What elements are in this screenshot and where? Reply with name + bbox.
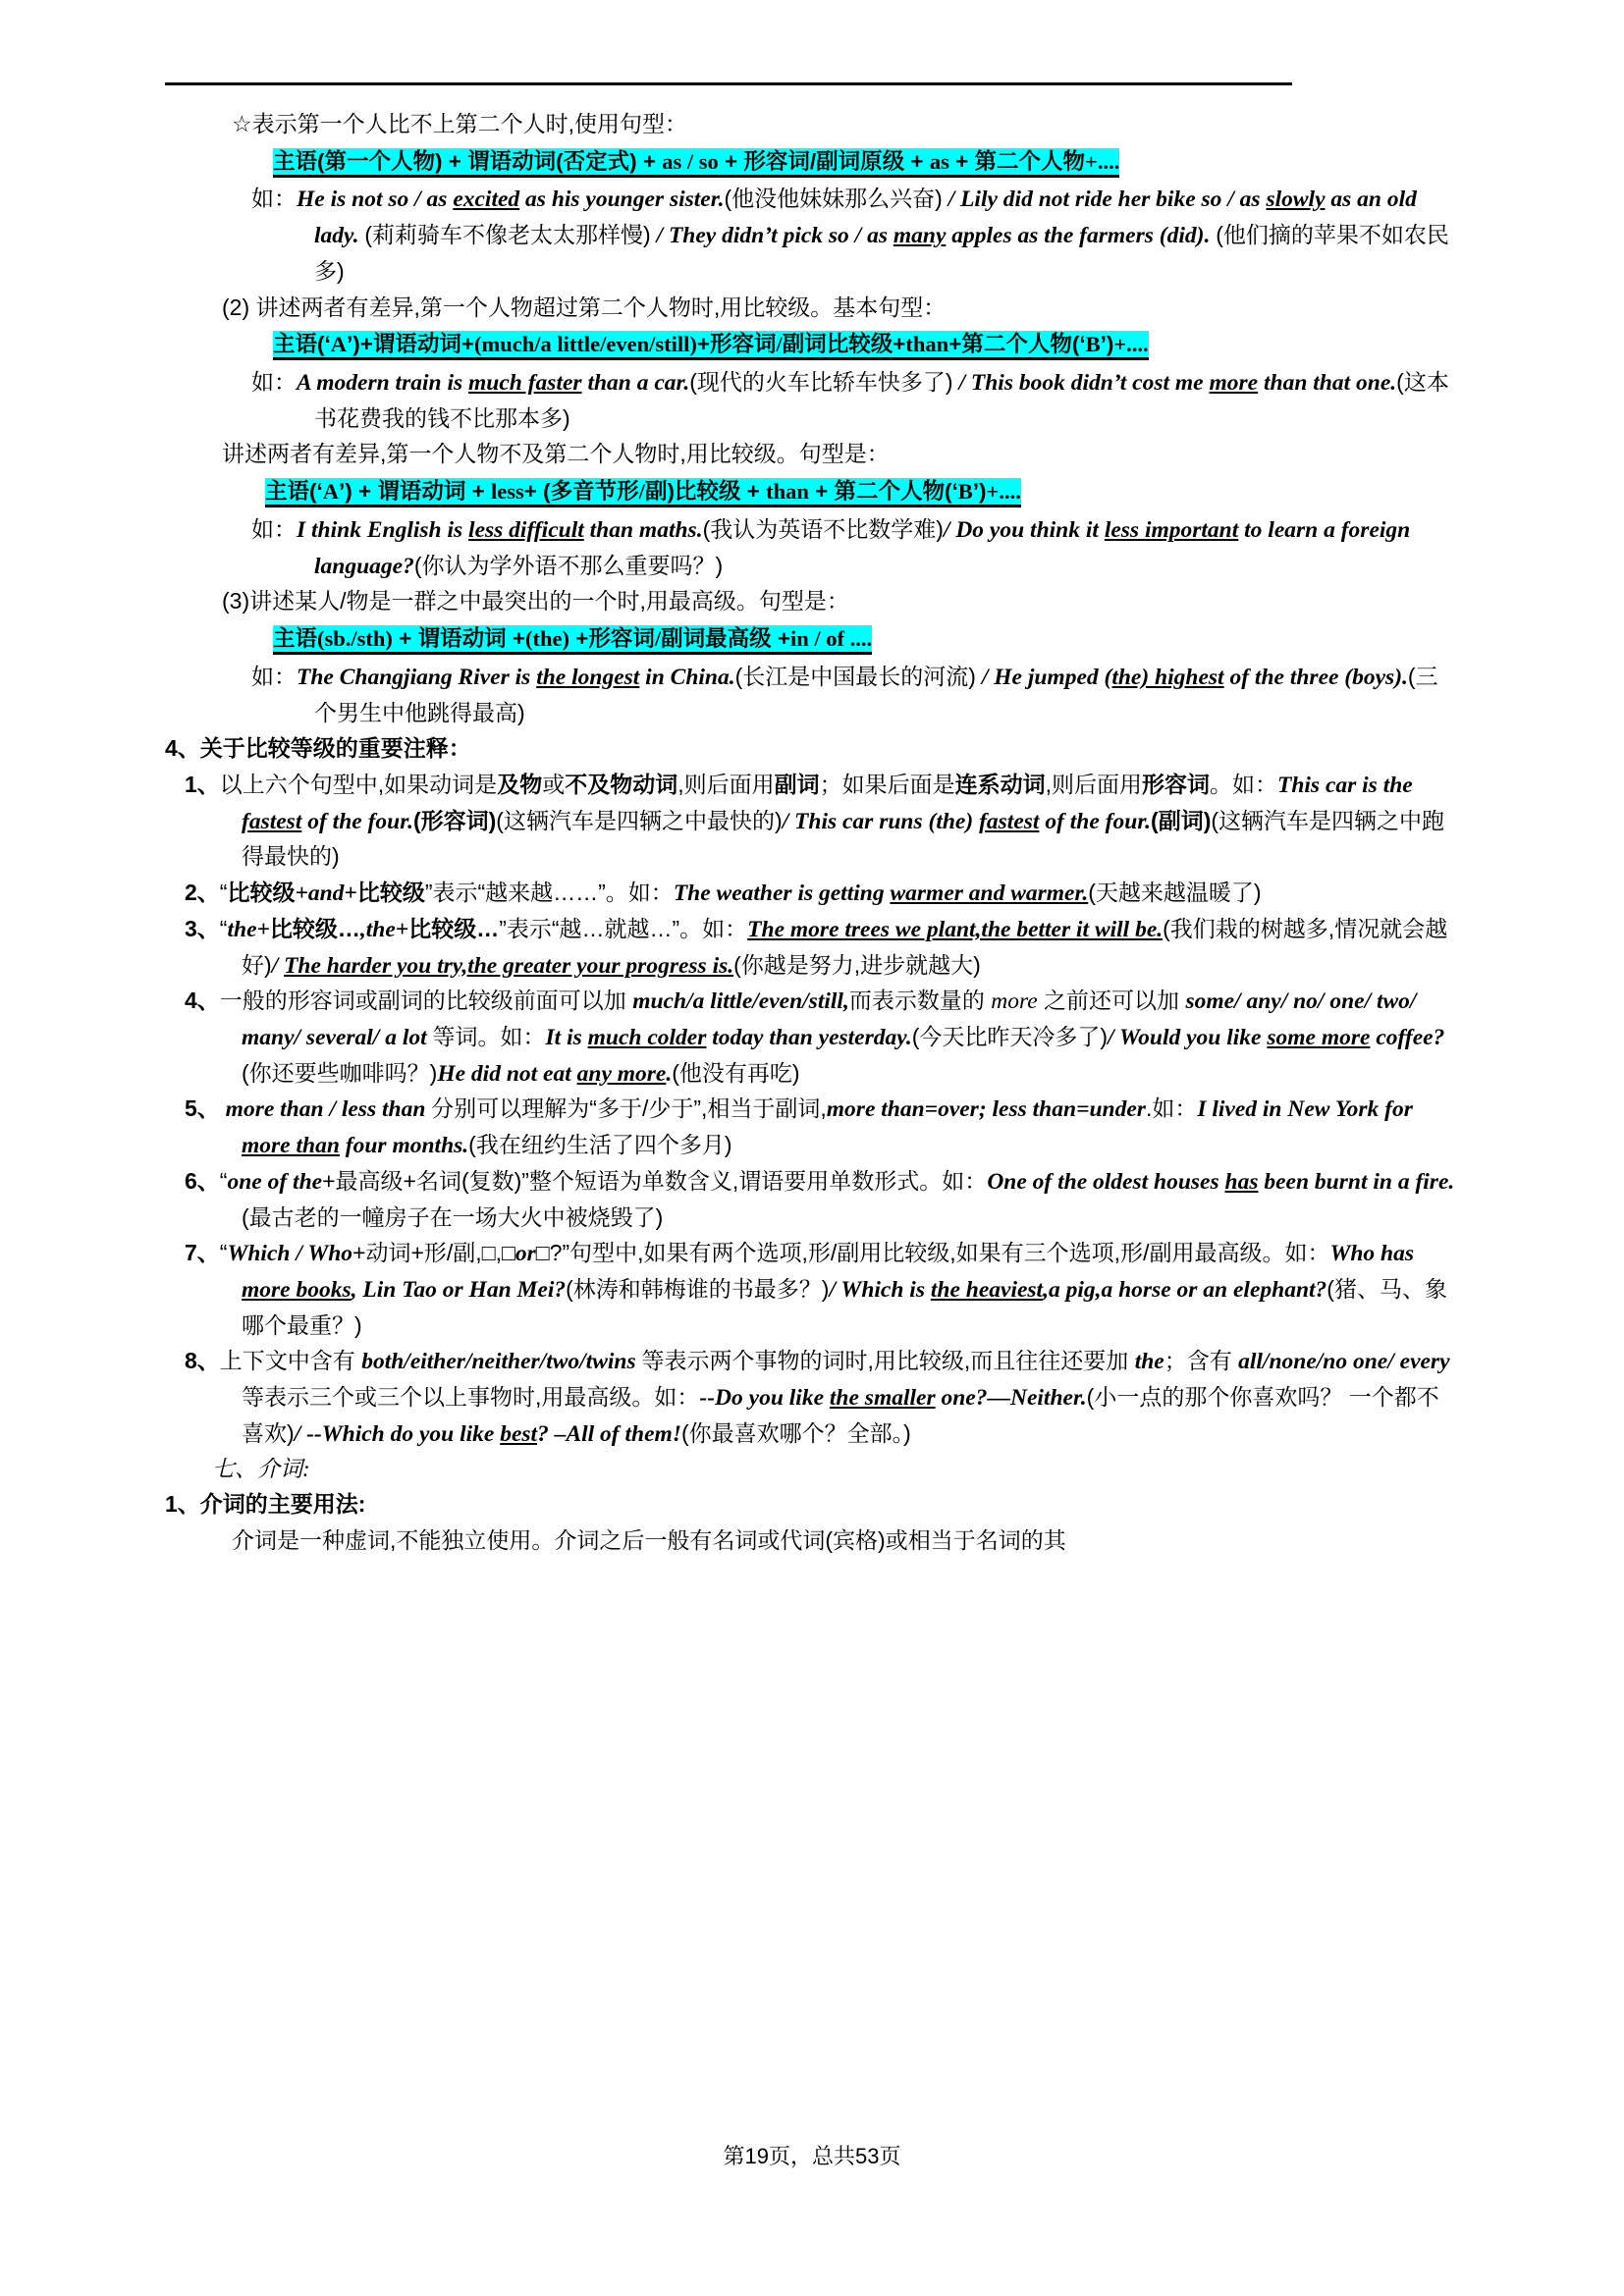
page-content (165, 82, 1459, 1560)
note-item-7: 7、“Which / Who+动词+形/副,□,□or□?”句型中,如果有两个选项,形/副用比较级,如果有三个选项,形/副用最高级。如：Who has more books, Lin Tao or Han Mei?(林涛和韩梅谁的书最多？)/ Which is the heaviest,a pig,a horse or an elephant?(猪、马、象哪个最重？) (185, 1240, 1447, 1338)
formula-block-1 (165, 328, 1459, 363)
note-number-8: 8、 (185, 1348, 220, 1374)
note-item-2: 2、“比较级+and+比较级”表示“越来越……”。如：The weather is getting warmer and warmer.(天越来越温暖了) (185, 880, 1262, 907)
section-lead-1: (2) 讲述两者有差异,第一个人物超过第二个人物时,用比较级。基本句型： (222, 294, 947, 320)
section-lead-2: 讲述两者有差异,第一个人物不及第二个人物时,用比较级。句型是： (222, 441, 890, 467)
formula-text-0: 主语(第一个人物) + 谓语动词(否定式) + as / so + 形容词/副词原级 + as + 第二个人物+.... (273, 148, 1119, 178)
note-number-2: 2、 (185, 880, 220, 906)
example-3: 如：The Changjiang River is the longest in China.(长江是中国最长的河流) / He jumped (the) highest of the three (boys).(三个男生中他跳得最高) (251, 663, 1438, 725)
chapter-body: 介词是一种虚词,不能独立使用。介词之后一般有名词或代词(宾格)或相当于名词的其 (232, 1527, 1066, 1554)
note-item-4: 4、一般的形容词或副词的比较级前面可以加 much/a little/even/still,而表示数量的 more 之前还可以加 some/ any/ no/ one/ two/ many/ several/ a lot 等词。如：It is much colder today than yesterday.(今天比昨天冷多了)/ Would you like some more coffee?(你还要些咖啡吗？)He did not eat any more.(他没有再吃) (185, 988, 1445, 1087)
notes-heading: 4、关于比较等级的重要注释： (165, 735, 471, 762)
example-0: 如：He is not so / as excited as his younger sister.(他没他妹妹那么兴奋) / Lily did not ride her bike so / as slowly as an old lady. (莉莉骑车不像老太太那样慢) / They didn’t pick so / as many apples as the farmers (did). (他们摘的苹果不如农民多) (251, 186, 1449, 284)
chapter-subtitle: 1、介词的主要用法: (165, 1491, 366, 1518)
section-lead-0: ☆表示第一个人比不上第二个人时,使用句型： (232, 111, 688, 136)
formula-block-3 (165, 622, 1459, 658)
section-lead-3: (3)讲述某人/物是一群之中最突出的一个时,用最高级。句型是： (222, 588, 849, 614)
page-footer (0, 2140, 1624, 2170)
formula-text-1: 主语(‘A’)+谓语动词+(much/a little/even/still)+形容词/副词比较级+than+第二个人物(‘B’)+.... (273, 331, 1149, 360)
note-item-1: 1、以上六个句型中,如果动词是及物或不及物动词,则后面用副词；如果后面是连系动词,则后面用形容词。如：This car is the fastest of the four.(形容词)(这辆汽车是四辆之中最快的)/ This car runs (the) fastest of the four.(副词)(这辆汽车是四辆之中跑得最快的) (185, 771, 1445, 870)
note-item-6: 6、“one of the+最高级+名词(复数)”整个短语为单数含义,谓语要用单数形式。如：One of the oldest houses has been burnt in a fire.(最古老的一幢房子在一场大火中被烧毁了) (185, 1167, 1455, 1230)
note-number-5: 5、 (185, 1095, 220, 1122)
example-1: 如：A modern train is much faster than a car.(现代的火车比轿车快多了) / This book didn’t cost me more than that one.(这本书花费我的钱不比那本多) (251, 369, 1449, 431)
note-item-8: 8、上下文中含有 both/either/neither/two/twins 等表示两个事物的词时,用比较级,而且往往还要加 the；含有 all/none/no one/ every 等表示三个或三个以上事物时,用最高级。如：--Do you like the smaller one?—Neither.(小一点的那个你喜欢吗？ 一个都不喜欢)/ --Which do you like best? –All of them!(你最喜欢哪个？全部。) (185, 1348, 1450, 1447)
example-2: 如：I think English is less difficult than maths.(我认为英语不比数学难)/ Do you think it less important to learn a foreign language?(你认为学外语不那么重要吗？) (251, 515, 1411, 579)
note-number-1: 1、 (185, 771, 220, 797)
note-number-7: 7、 (185, 1240, 220, 1266)
note-number-6: 6、 (185, 1167, 220, 1194)
note-number-3: 3、 (185, 915, 220, 941)
formula-text-2: 主语(‘A’) + 谓语动词 + less+ (多音节形/副)比较级 + than + 第二个人物(‘B’)+.... (265, 478, 1021, 507)
page-number-text: 第19页，总共53页 (723, 2144, 901, 2168)
chapter-title: 七、介词: (212, 1456, 310, 1481)
formula-block-2 (165, 475, 1459, 510)
formula-block-0 (165, 145, 1459, 181)
note-item-5: 5、 more than / less than 分别可以理解为“多于/少于”,相当于副词,more than=over; less than=under.如：I lived in New York for more than four months.(我在纽约生活了四个多月) (185, 1095, 1413, 1159)
formula-text-3: 主语(sb./sth) + 谓语动词 +(the) +形容词/副词最高级 +in / of .... (273, 625, 872, 655)
note-number-4: 4、 (185, 988, 220, 1014)
document-body (165, 107, 1459, 1560)
note-item-3: 3、“the+比较级…,the+比较级…”表示“越…就越…”。如：The more trees we plant,the better it will be.(我们栽的树越多,情况就会越好)/ The harder you try,the greater your progress is.(你越是努力,进步就越大) (185, 915, 1448, 979)
header-rule (165, 82, 1292, 85)
